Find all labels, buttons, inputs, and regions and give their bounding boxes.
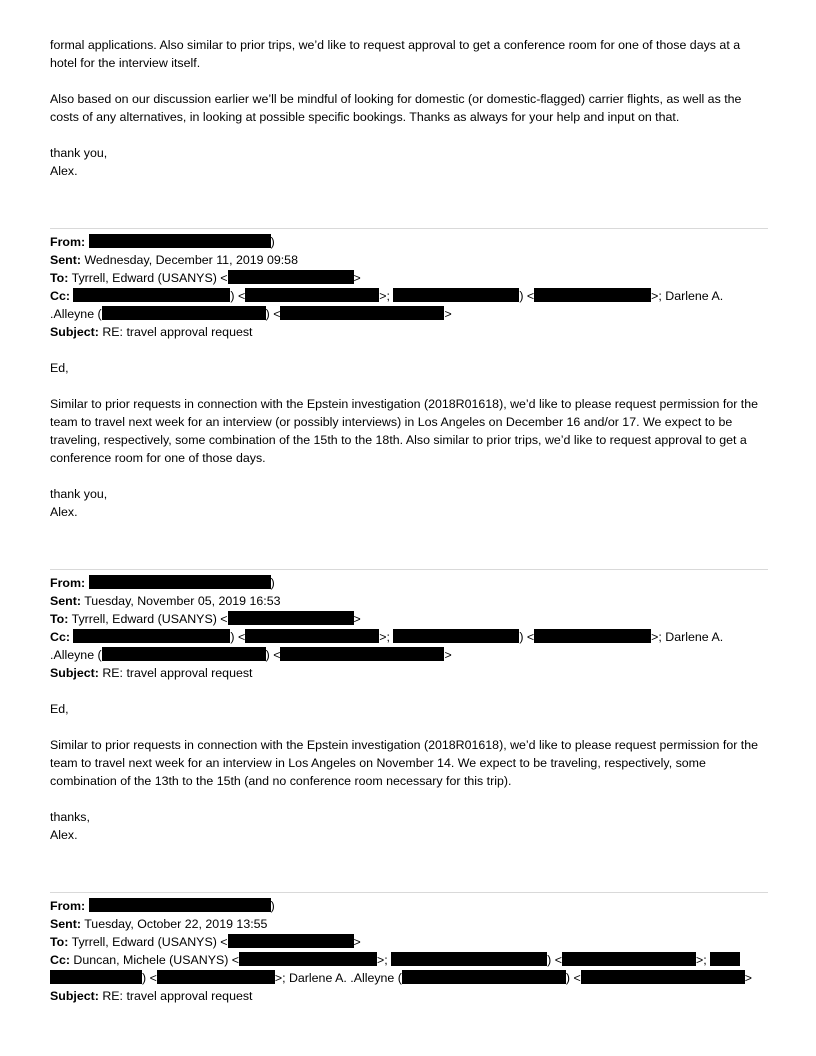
- sender-name: Alex.: [50, 505, 78, 519]
- subject-label: Subject:: [50, 989, 99, 1003]
- from-label: From:: [50, 235, 86, 249]
- to-label: To:: [50, 271, 69, 285]
- redaction: [73, 629, 230, 643]
- cc-value: ; Darlene A.: [658, 289, 724, 303]
- redaction: [102, 306, 266, 320]
- to-value: Tyrrell, Edward (USANYS) <: [71, 612, 228, 626]
- subject-value: RE: travel approval request: [102, 325, 253, 339]
- redaction: [89, 234, 271, 248]
- subject-line: [50, 987, 768, 1005]
- redaction: [581, 970, 745, 984]
- intro-paragraph-1: formal applications. Also similar to prior trips, we’d like to request approval to get a conference room for one of those days at a hotel for the interview itself.: [50, 38, 741, 70]
- intro-signature: [50, 144, 768, 180]
- redaction: [534, 629, 651, 643]
- sent-value: Tuesday, November 05, 2019 16:53: [84, 594, 281, 608]
- redaction: [245, 288, 379, 302]
- redaction: [50, 970, 142, 984]
- sent-label: Sent:: [50, 917, 81, 931]
- redaction: [157, 970, 275, 984]
- cc-label: Cc:: [50, 630, 70, 644]
- closing: thanks,: [50, 810, 90, 824]
- redaction: [391, 952, 547, 966]
- subject-value: RE: travel approval request: [102, 989, 253, 1003]
- cc-value: ; Darlene A.: [658, 630, 724, 644]
- message-body: Similar to prior requests in connection with the Epstein investigation (2018R01618), we’d like to please request permission for the team to travel next week for an interview in Los Angeles on November 14. We expect to be traveling, respectively, some combination of the 13th to the 15th (and no conference room necessary for this trip).: [50, 738, 759, 788]
- sent-label: Sent:: [50, 594, 81, 608]
- cc-line: Cc: ) < >; ) < >; Darlene A.: [50, 289, 724, 303]
- divider: [50, 228, 768, 229]
- email-document: [50, 36, 768, 1005]
- from-line: From: ): [50, 235, 275, 249]
- redaction: [534, 288, 651, 302]
- cc-line: Cc: ) < >; ) < >; Darlene A.: [50, 630, 724, 644]
- message-body: Similar to prior requests in connection with the Epstein investigation (2018R01618), we’d like to please request permission for the team to travel next week for an interview (or possibly interviews) in Los Angeles on December 16 and/or 17. We expect to be traveling, respectively, some combination of the 15th to the 18th. Also similar to prior trips, we’d like to request approval to get a conference room for one of those days.: [50, 397, 759, 465]
- to-label: To:: [50, 935, 69, 949]
- redaction: [393, 288, 519, 302]
- intro-paragraph-2: Also based on our discussion earlier we’ll be mindful of looking for domestic (or domestic-flagged) carrier flights, as well as the costs of any alternatives, in looking at possible specific bookings. Thanks as always for your help and input on that.: [50, 92, 742, 124]
- cc-label: Cc:: [50, 953, 70, 967]
- cc-value-2: ; Darlene A. .Alleyne (: [282, 971, 402, 985]
- redaction: [89, 575, 271, 589]
- sent-line: [50, 915, 768, 933]
- redaction: [89, 898, 271, 912]
- email-message-3: [50, 892, 768, 1005]
- to-value: Tyrrell, Edward (USANYS) <: [71, 935, 228, 949]
- redaction: [228, 270, 354, 284]
- redaction: [393, 629, 519, 643]
- redaction: [228, 611, 354, 625]
- greeting: Ed,: [50, 702, 69, 716]
- from-line: From: ): [50, 576, 275, 590]
- divider: [50, 892, 768, 893]
- to-value: Tyrrell, Edward (USANYS) <: [71, 271, 228, 285]
- cc-line-2: .Alleyne ( ) < >: [50, 648, 452, 662]
- cc-label: Cc:: [50, 289, 70, 303]
- cc-line-2: ) < >; Darlene A. .Alleyne ( ) < >: [50, 969, 768, 987]
- signature: [50, 485, 768, 521]
- sent-value: Wednesday, December 11, 2019 09:58: [84, 253, 298, 267]
- cc-line: Cc: Duncan, Michele (USANYS) < >; ) < >;: [50, 951, 768, 969]
- subject-line: [50, 323, 768, 341]
- from-line: From: ): [50, 899, 275, 913]
- greeting: Ed,: [50, 361, 69, 375]
- intro-name: Alex.: [50, 164, 78, 178]
- cc-value-2: .Alleyne (: [50, 307, 102, 321]
- subject-value: RE: travel approval request: [102, 666, 253, 680]
- intro-closing: thank you,: [50, 146, 108, 160]
- cc-value-2: .Alleyne (: [50, 648, 102, 662]
- redaction: [245, 629, 379, 643]
- from-label: From:: [50, 576, 86, 590]
- to-label: To:: [50, 612, 69, 626]
- signature: [50, 808, 768, 844]
- redaction: [102, 647, 266, 661]
- closing: thank you,: [50, 487, 108, 501]
- email-message-1: [50, 228, 768, 521]
- to-line: To: Tyrrell, Edward (USANYS) < >: [50, 612, 361, 626]
- from-label: From:: [50, 899, 86, 913]
- sent-label: Sent:: [50, 253, 81, 267]
- sent-line: [50, 592, 768, 610]
- subject-label: Subject:: [50, 666, 99, 680]
- redaction: [710, 952, 740, 966]
- sent-value: Tuesday, October 22, 2019 13:55: [84, 917, 268, 931]
- redaction: [239, 952, 377, 966]
- to-line: To: Tyrrell, Edward (USANYS) < >: [50, 271, 361, 285]
- redaction: [402, 970, 566, 984]
- divider: [50, 569, 768, 570]
- subject-label: Subject:: [50, 325, 99, 339]
- redaction: [562, 952, 696, 966]
- redaction: [280, 647, 444, 661]
- redaction: [280, 306, 444, 320]
- subject-line: [50, 664, 768, 682]
- sent-line: [50, 251, 768, 269]
- redaction: [228, 934, 354, 948]
- cc-value: Duncan, Michele (USANYS) <: [73, 953, 240, 967]
- cc-line-2: .Alleyne ( ) < >: [50, 307, 452, 321]
- to-line: To: Tyrrell, Edward (USANYS) < >: [50, 935, 361, 949]
- email-message-2: [50, 569, 768, 844]
- redaction: [73, 288, 230, 302]
- sender-name: Alex.: [50, 828, 78, 842]
